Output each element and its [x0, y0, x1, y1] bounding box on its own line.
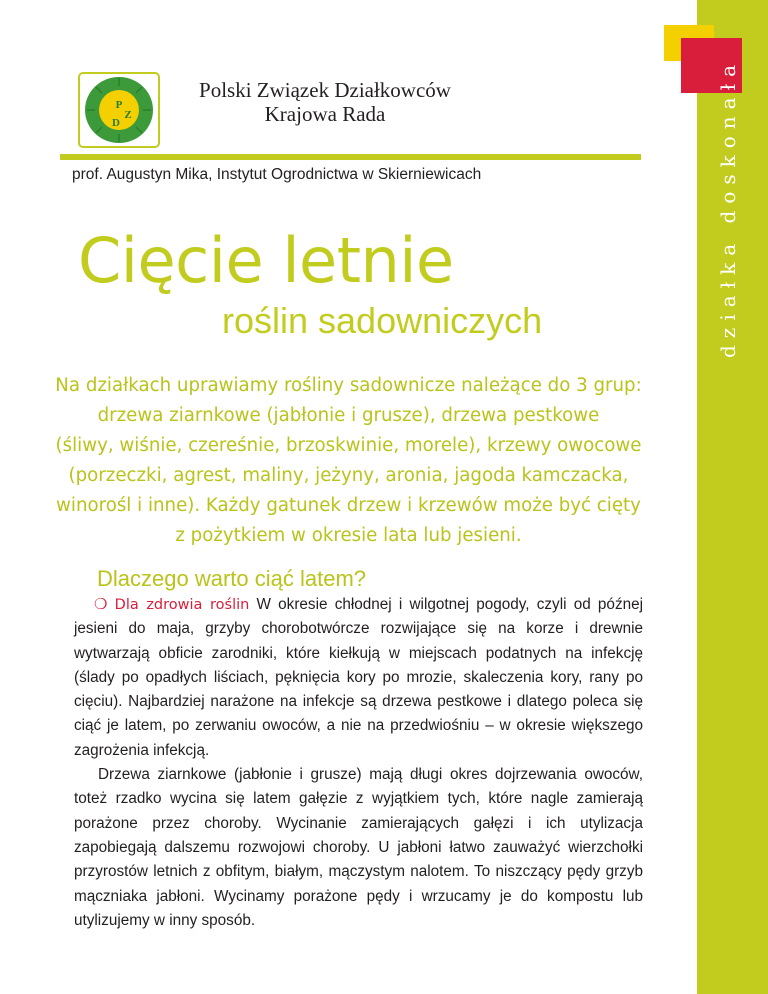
organization-line2: Krajowa Rada — [264, 102, 386, 126]
lead-line: drzewa ziarnkowe (jabłonie i grusze), drzewa pestkowe — [97, 405, 600, 426]
page-title: Cięcie letnie — [78, 224, 454, 297]
body-paragraph — [74, 593, 643, 763]
page-subtitle: roślin sadowniczych — [222, 300, 543, 341]
lead-line: (śliwy, wiśnie, czereśnie, brzoskwinie, morele), krzewy owocowe — [55, 435, 642, 456]
lead-paragraph — [0, 371, 697, 551]
logo-letter-p: P — [115, 99, 123, 111]
logo-letter-z: Z — [124, 109, 132, 121]
article-body — [74, 593, 643, 933]
lead-line: z pożytkiem w okresie lata lub jesieni. — [175, 525, 522, 546]
lead-line: Na działkach uprawiamy rośliny sadownicze należące do 3 grup: — [55, 375, 642, 396]
author-line: prof. Augustyn Mika, Instytut Ogrodnictwa w Skierniewicach — [72, 166, 482, 183]
run-in-heading: Dla zdrowia roślin — [114, 597, 250, 613]
side-label-text: działka doskonała — [716, 57, 740, 359]
paragraph-text: W okresie chłodnej i wilgotnej pogody, czyli od późnej jesieni do maja, grzyby chorobotwórcze rozwijające się na korze i drewnie wytwarzają obficie zarodniki, które kiełkują w miejscach podatnych na infekcję (ślady po opadłych liściach, pęknięcia kory po mrozie, skaleczenia kory, rany po cięciu). Najbardziej narażone na infekcje są drzewa pestkowe i dlatego poleca się ciąć je latem, po zerwaniu owoców, a nie na przedwiośniu – w okresie większego zagrożenia infekcją. — [74, 596, 644, 759]
side-label — [703, 8, 753, 408]
lead-line: winorośl i inne). Każdy gatunek drzew i krzewów może być cięty — [56, 495, 641, 516]
section-heading: Dlaczego warto ciąć latem? — [97, 566, 367, 591]
organization-line1: Polski Związek Działkowców — [199, 78, 451, 102]
bullet-circle-icon: ❍ — [94, 596, 108, 613]
pzd-logo-icon — [78, 72, 160, 148]
logo-letter-d: D — [112, 117, 120, 129]
header-rule — [60, 154, 641, 160]
lead-line: (porzeczki, agrest, maliny, jeżyny, aronia, jagoda kamczacka, — [68, 465, 629, 486]
body-paragraph: Drzewa ziarnkowe (jabłonie i grusze) mają długi okres dojrzewania owoców, toteż rzadko wycina się latem gałęzie z wyjątkiem tych, które nagle zamierają porażone przez choroby. Wycinanie zamierających gałęzi i ich utylizacja zapobiegają dalszemu rozwojowi choroby. U jabłoni łatwo zauważyć wierzchołki przyrostów letnich z obfitym, białym, mączystym nalotem. To niszczący pędy grzyb mączniaka jabłoni. Wycinamy porażone pędy i wrzucamy je do kompostu lub utylizujemy w inny sposób. — [74, 766, 643, 929]
organization-name — [165, 78, 485, 126]
